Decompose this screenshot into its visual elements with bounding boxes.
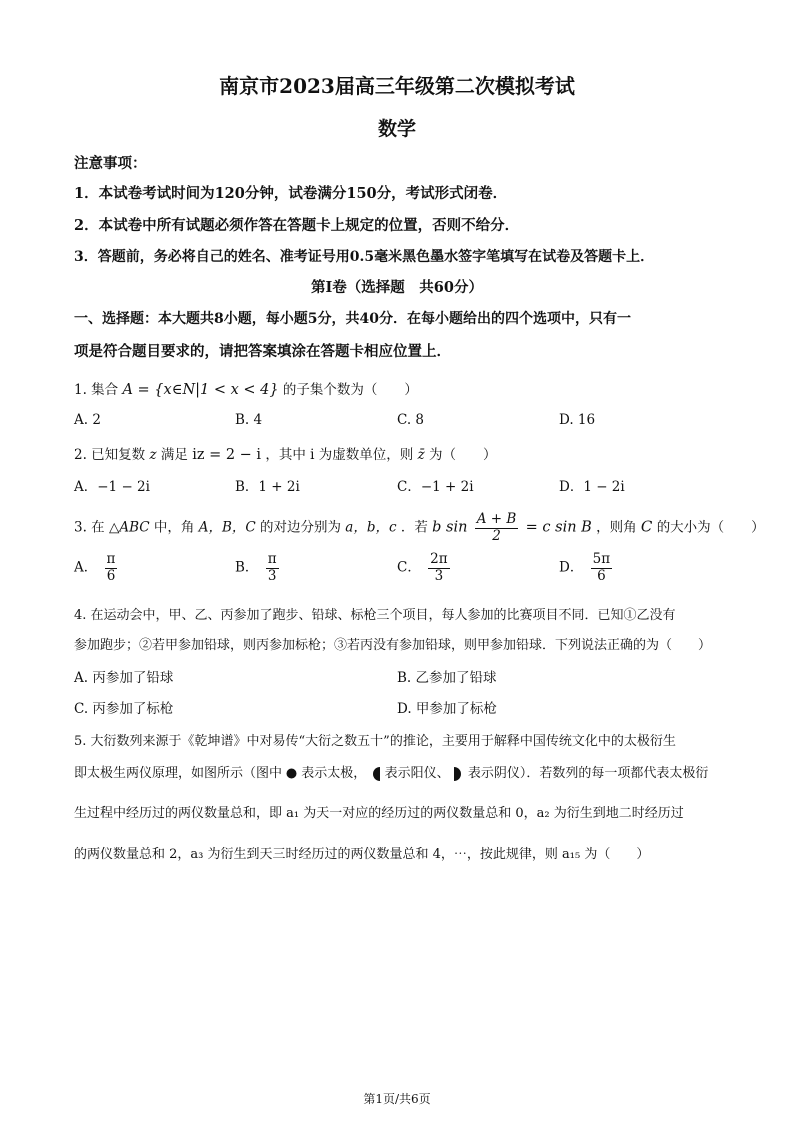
question-2 <box>74 443 497 463</box>
notice-item-1: 1．本试卷考试时间为120分钟，试卷满分150分，考试形式闭卷． <box>74 185 508 202</box>
exam-subject: 数学 <box>377 118 416 140</box>
q3-option-d <box>559 552 615 584</box>
q3-option-b <box>235 552 282 584</box>
q3-option-d-den: 6 <box>597 567 606 584</box>
yang-half-left-icon <box>370 767 380 781</box>
section-title: 第Ⅰ卷（选择题 共60分） <box>311 279 483 296</box>
q2-mid1: 满足 <box>160 447 188 463</box>
section-instruction-2: 项是符合题目要求的，请把答案填涂在答题卡相应位置上． <box>74 343 451 360</box>
q3-suffix: 的大小为（ ） <box>656 519 765 536</box>
q2-equation: iz = 2 − i <box>192 447 262 463</box>
notice-heading: 注意事项： <box>74 155 147 172</box>
notice-item-2: 2．本试卷中所有试题必须作答在答题卡上规定的位置，否则不给分． <box>74 217 520 234</box>
q3-mid1: 中，角 <box>153 519 195 536</box>
q1-option-c: C. 8 <box>397 412 425 428</box>
q3-fraction-den: 2 <box>492 527 501 544</box>
yin-half-right-icon <box>454 767 464 781</box>
q3-mid4: ，则角 <box>596 519 637 536</box>
q3-option-b-label: B． <box>235 559 259 576</box>
q3-option-c <box>397 552 453 584</box>
q3-option-a-num: π <box>106 551 116 567</box>
q2-mid2: ，其中 <box>265 447 306 463</box>
q3-mid3: ．若 <box>400 519 428 536</box>
q3-eq-right: = c sin B <box>525 519 592 536</box>
q4-line-1: 4. 在运动会中，甲、乙、丙参加了跑步、铅球、标枪三个项目，每人参加的比赛项目不同．已知①乙没有 <box>74 608 676 623</box>
q3-option-a-label: A． <box>74 559 98 576</box>
q1-prefix: 1. 集合 <box>74 382 119 398</box>
q3-option-d-label: D． <box>559 559 584 576</box>
q2-mid3: 为虚数单位，则 <box>318 447 414 463</box>
q3-angles: A，B，C <box>198 519 256 536</box>
q1-suffix: 的子集个数为（ ） <box>282 382 418 398</box>
q1-option-b: B. 4 <box>235 412 263 428</box>
q4-option-d: D. 甲参加了标枪 <box>397 701 497 717</box>
section-instruction-1: 一、选择题：本大题共8小题，每小题5分，共40分．在每小题给出的四个选项中，只有一 <box>74 311 631 327</box>
q3-option-b-num: π <box>267 551 277 567</box>
q3-eq-left: b sin <box>432 519 468 536</box>
q4-line-2: 参加跑步；②若甲参加铅球，则丙参加标枪；③若丙没有参加铅球，则甲参加铅球．下列说法正确的为（ ） <box>74 638 712 653</box>
q2-prefix: 2. 已知复数 <box>74 447 146 463</box>
q1-option-d: D. 16 <box>559 412 596 428</box>
q1-set: A = {x∈N|1 < x < 4} <box>122 382 279 398</box>
q2-zbar: z̄ <box>417 447 425 463</box>
q3-option-a <box>74 552 120 584</box>
q2-option-c: C．−1 + 2i <box>397 479 474 495</box>
q2-i: i <box>310 447 315 463</box>
q1-option-a: A. 2 <box>74 412 101 428</box>
exam-title: 南京市2023届高三年级第二次模拟考试 <box>219 74 575 98</box>
q5-line-2-d: 表示阴仪）．若数列的每一项都代表太极衍 <box>467 766 709 781</box>
q2-option-d: D．1 − 2i <box>559 479 625 495</box>
notice-item-3: 3．答题前，务必将自己的姓名、准考证号用0.5毫米黑色墨水签字笔填写在试卷及答题卡上． <box>74 249 655 265</box>
q5-line-4: 的两仪数量总和 2，a₃ 为衍生到天三时经历过的两仪数量总和 4，⋯，按此规律，则 a₁₅ 为（ ） <box>74 847 650 862</box>
q2-option-a: A．−1 − 2i <box>74 479 150 495</box>
q5-line-2-b: 表示太极， <box>301 766 367 781</box>
q3-fraction <box>475 512 519 544</box>
q3-option-c-den: 3 <box>434 567 444 584</box>
q3-fraction-num: A + B <box>476 511 517 527</box>
q3-triangle: △ABC <box>108 519 150 536</box>
q2-option-b: B．1 + 2i <box>235 479 300 495</box>
q3-option-c-label: C． <box>397 559 421 576</box>
q3-prefix: 3. 在 <box>74 519 105 536</box>
q5-line-1: 5. 大衍数列来源于《乾坤谱》中对易传“大衍之数五十”的推论，主要用于解释中国传统文化中的太极衍生 <box>74 734 676 749</box>
q3-option-c-num: 2π <box>430 551 448 567</box>
q5-line-2-c: 表示阳仪、 <box>384 766 450 781</box>
q2-z: z <box>149 447 157 463</box>
q4-option-c: C. 丙参加了标枪 <box>74 701 174 717</box>
q4-option-b: B. 乙参加了铅球 <box>397 670 497 686</box>
question-1 <box>74 378 418 398</box>
q4-option-a: A. 丙参加了铅球 <box>74 670 174 686</box>
q5-line-3: 生过程中经历过的两仪数量总和，即 a₁ 为天一对应的经历过的两仪数量总和 0，a₂ 为衍生到地二时经历过 <box>74 806 684 821</box>
q3-option-b-den: 3 <box>267 567 277 584</box>
q3-option-a-den: 6 <box>106 567 116 584</box>
question-3 <box>74 512 765 544</box>
q3-option-d-num: 5π <box>592 551 611 567</box>
taiji-dot-icon <box>286 768 297 779</box>
q2-suffix: 为（ ） <box>429 447 497 463</box>
q5-line-2 <box>74 762 708 781</box>
q5-line-2-a: 即太极生两仪原理，如图所示（图中 <box>74 766 283 781</box>
q3-C: C <box>640 517 653 536</box>
q3-sides: a，b，c <box>345 519 397 536</box>
q3-mid2: 的对边分别为 <box>260 519 341 536</box>
page-footer: 第1页/共6页 <box>363 1092 431 1106</box>
